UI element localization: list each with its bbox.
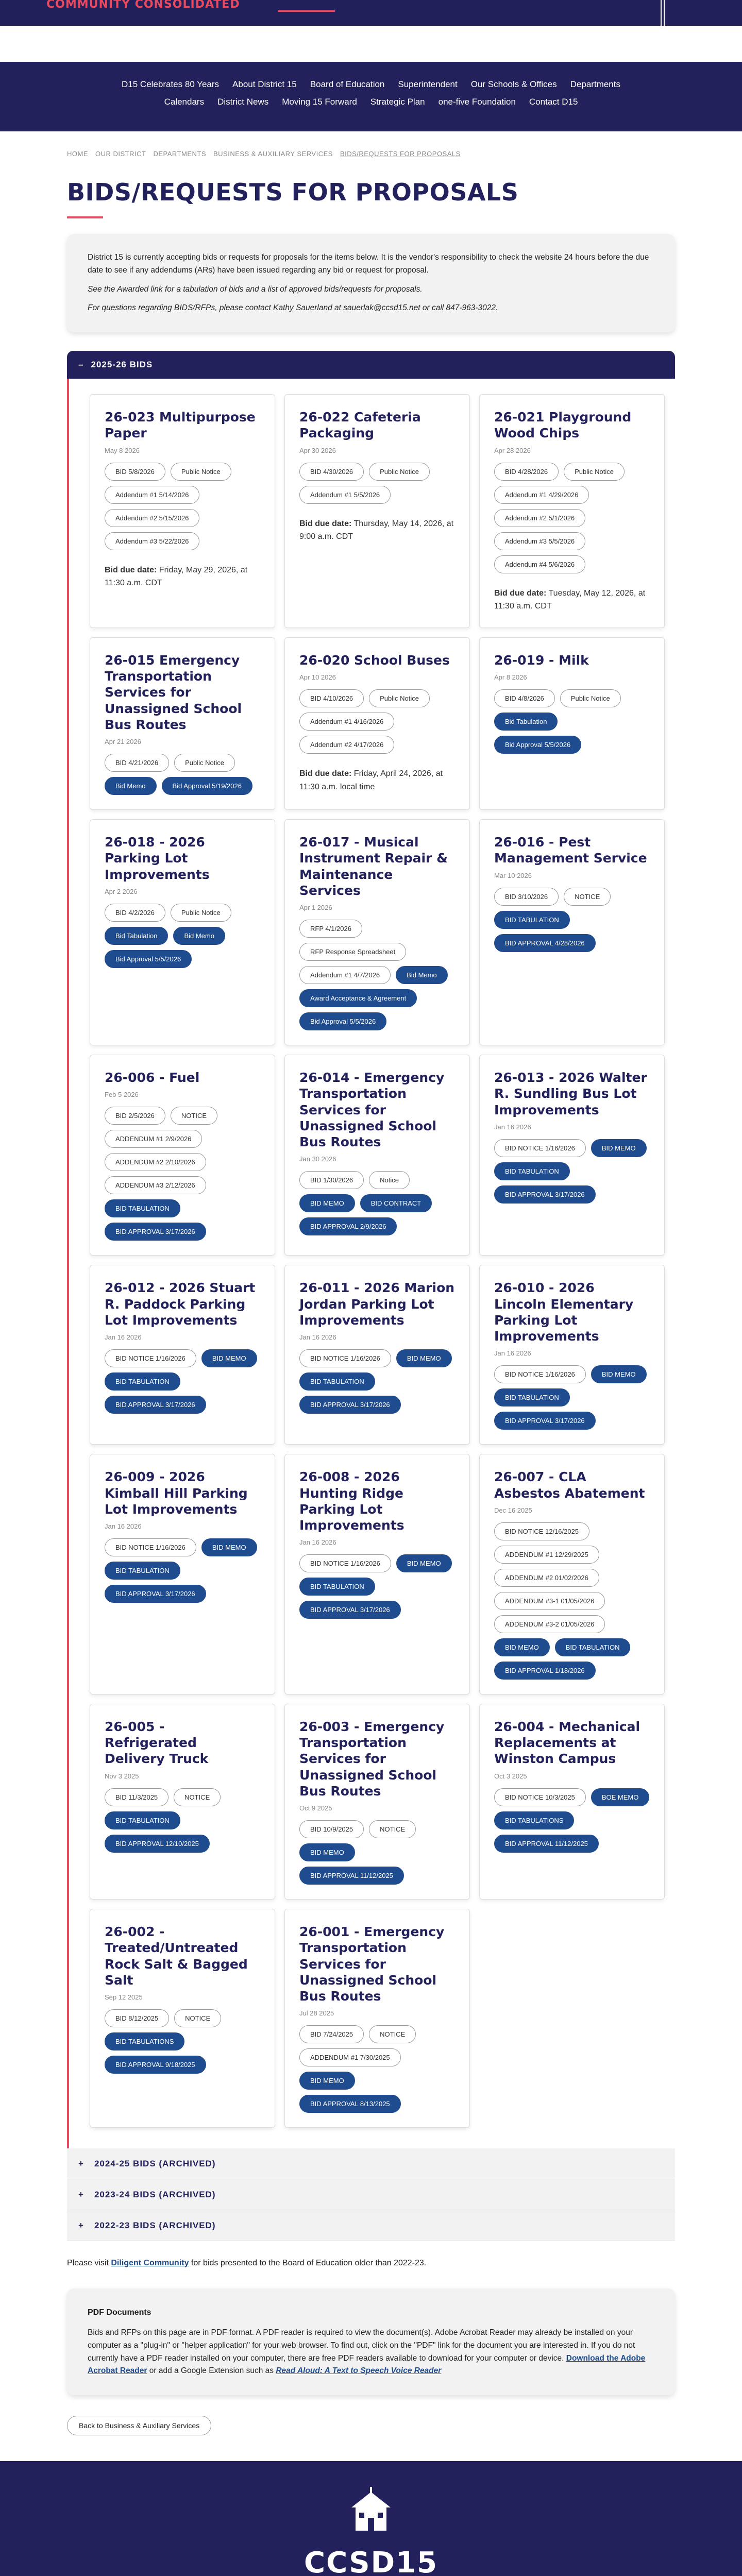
accordion-body <box>67 379 675 2148</box>
bid-document-button[interactable]: Addendum #2 5/1/2026 <box>494 509 585 527</box>
bid-title: 26-003 - Emergency Transportation Services for Unassigned School Bus Routes <box>299 1719 445 1799</box>
bid-title: 26-006 - Fuel <box>105 1070 200 1086</box>
bid-title: 26-021 Playground Wood Chips <box>494 410 632 441</box>
bid-document-button[interactable]: Bid Tabulation <box>494 713 558 731</box>
nav-link[interactable]: About District 15 <box>232 79 297 89</box>
bid-date: Mar 10 2026 <box>494 871 532 879</box>
bid-document-button[interactable]: BID MEMO <box>494 1638 550 1656</box>
bid-title: 26-004 - Mechanical Replacements at Winston Campus <box>494 1719 640 1767</box>
bid-document-button[interactable]: BID APPROVAL 2/9/2026 <box>299 1217 397 1235</box>
bid-date: Jan 16 2026 <box>494 1123 531 1131</box>
accordion-header-archived[interactable] <box>67 2179 675 2210</box>
breadcrumb-item[interactable]: OUR DISTRICT <box>95 150 146 158</box>
bid-document-button[interactable]: BID MEMO <box>591 1365 647 1383</box>
accordion-label: 2022-23 BIDS (ARCHIVED) <box>94 2220 216 2230</box>
bid-document-button[interactable]: BID TABULATION <box>494 1162 570 1180</box>
bid-document-button[interactable]: ADDENDUM #3-1 01/05/2026 <box>494 1592 605 1610</box>
bid-document-button[interactable]: BID MEMO <box>299 1843 355 1861</box>
bid-document-button[interactable]: BID NOTICE 10/3/2025 <box>494 1788 586 1806</box>
bid-card <box>479 1704 665 1900</box>
bid-title: 26-008 - 2026 Hunting Ridge Parking Lot Improvements <box>299 1469 404 1533</box>
bid-document-button[interactable]: BID TABULATION <box>299 1372 375 1391</box>
bid-button-group <box>299 1820 455 1885</box>
bid-document-button[interactable]: Public Notice <box>174 754 235 772</box>
bid-date: Apr 21 2026 <box>105 738 141 746</box>
bid-date: Apr 1 2026 <box>299 904 332 912</box>
due-date-label: Bid due date: <box>299 519 352 528</box>
bid-card <box>284 1909 470 2128</box>
bid-document-button[interactable]: Addendum #1 4/16/2026 <box>299 713 394 731</box>
bid-document-button[interactable]: BID MEMO <box>299 1194 355 1212</box>
bid-document-button[interactable]: Public Notice <box>171 463 231 481</box>
bid-due-date <box>494 587 650 613</box>
bid-title: 26-022 Cafeteria Packaging <box>299 410 421 441</box>
bid-document-button[interactable]: BID NOTICE 1/16/2026 <box>299 1554 391 1572</box>
intro-paragraph: See the Awarded link for a tabulation of bids and a list of approved bids/requests for proposals. <box>88 284 423 294</box>
bid-document-button[interactable]: BID APPROVAL 3/17/2026 <box>105 1585 206 1603</box>
bid-button-group <box>494 888 650 952</box>
bid-document-button[interactable]: BID MEMO <box>201 1538 257 1556</box>
expand-icon: + <box>78 2189 84 2199</box>
nav-link[interactable]: Calendars <box>164 97 205 107</box>
bid-document-button[interactable]: RFP 4/1/2026 <box>299 920 362 938</box>
bid-document-button[interactable]: BID 4/21/2026 <box>105 754 169 772</box>
bid-card <box>90 1055 275 1256</box>
bid-button-group <box>105 1107 260 1241</box>
bid-document-button[interactable]: BID NOTICE 1/16/2026 <box>494 1365 586 1383</box>
bid-card <box>90 1704 275 1900</box>
header-divider <box>664 0 665 26</box>
bid-button-group <box>299 1349 455 1414</box>
bid-document-button[interactable]: BID 4/8/2026 <box>494 689 555 707</box>
breadcrumb-item[interactable]: BUSINESS & AUXILIARY SERVICES <box>213 150 333 158</box>
bid-title: 26-002 - Treated/Untreated Rock Salt & Bagged Salt <box>105 1924 248 1988</box>
bid-date: Jan 16 2026 <box>494 1349 531 1358</box>
diligent-note: Please visit Diligent Community for bids presented to the Board of Education older than 2022-23. <box>67 2259 427 2268</box>
bid-document-button[interactable]: BID 11/3/2025 <box>105 1788 168 1806</box>
bid-card <box>284 1055 470 1256</box>
bid-date: Sep 12 2025 <box>105 1993 143 2002</box>
bid-document-button[interactable]: Public Notice <box>369 689 430 707</box>
bid-date: Jan 16 2026 <box>299 1538 336 1547</box>
bid-card <box>90 819 275 1045</box>
bid-button-group <box>494 1788 650 1853</box>
breadcrumb-item[interactable]: HOME <box>67 150 88 158</box>
bid-document-button[interactable]: Public Notice <box>369 463 430 481</box>
bid-card <box>90 1909 275 2128</box>
bid-button-group <box>494 1365 650 1430</box>
bid-title: 26-007 - CLA Asbestos Abatement <box>494 1469 645 1501</box>
bid-document-button[interactable]: BID APPROVAL 11/12/2025 <box>299 1867 404 1885</box>
bid-document-button[interactable]: BID TABULATION <box>105 1199 180 1217</box>
bid-due-date <box>105 564 260 590</box>
bid-document-button[interactable]: ADDENDUM #2 2/10/2026 <box>105 1153 206 1171</box>
bid-document-button[interactable]: BID NOTICE 1/16/2026 <box>494 1139 586 1157</box>
back-button[interactable]: Back to Business & Auxiliary Services <box>67 2416 211 2435</box>
bid-document-button[interactable]: Addendum #4 5/6/2026 <box>494 555 585 573</box>
bid-document-button[interactable]: Notice <box>369 1171 410 1189</box>
bid-document-button[interactable]: BID MEMO <box>201 1349 257 1367</box>
page-title: BIDS/REQUESTS FOR PROPOSALS <box>67 178 519 206</box>
intro-paragraph: District 15 is currently accepting bids or requests for proposals for the items below. It is the vendor's responsibility to check the website 24 hours before the due date to see if any addendums (ARs) have been issued regarding any bid or request for proposal. <box>88 253 649 275</box>
bid-document-button[interactable]: BID TABULATION <box>105 1562 180 1580</box>
bid-button-group <box>494 463 650 573</box>
pdf-text: Bids and RFPs on this page are in PDF format. A PDF reader is required to view the document(s). Adobe Acrobat Reader may already be installed on your computer as a "plug-in" or "helper application" for your web browser. To find out, click on the "PDF" link for the document you are interested in. If you do not currently have a PDF reader installed on your computer, there are free PDF readers available to download for your computer or device. Download the Adobe Acrobat Reader or add a Google Extension such as Read Aloud: A Text to Speech Voice Reader <box>88 2328 646 2376</box>
bid-document-button[interactable]: Addendum #3 5/22/2026 <box>105 532 199 550</box>
read-aloud-link[interactable]: Read Aloud: A Text to Speech Voice Reader <box>276 2366 442 2376</box>
bid-title: 26-020 School Buses <box>299 652 450 668</box>
bid-card <box>284 637 470 810</box>
bid-date: Nov 3 2025 <box>105 1772 139 1780</box>
bid-card <box>479 819 665 1045</box>
bid-document-button[interactable]: BID 5/8/2026 <box>105 463 165 481</box>
bid-title: 26-012 - 2026 Stuart R. Paddock Parking Lot Improvements <box>105 1280 256 1328</box>
bid-title: 26-011 - 2026 Marion Jordan Parking Lot Improvements <box>299 1280 455 1328</box>
bid-document-button[interactable]: BID 7/24/2025 <box>299 2025 364 2043</box>
bid-card <box>479 394 665 628</box>
bid-date: Oct 3 2025 <box>494 1772 527 1780</box>
bid-document-button[interactable]: BID TABULATION <box>299 1578 375 1596</box>
bid-document-button[interactable]: BID MEMO <box>299 2072 355 2090</box>
bid-title: 26-017 - Musical Instrument Repair & Maintenance Services <box>299 835 448 898</box>
bid-card <box>90 1454 275 1694</box>
nav-link[interactable]: Departments <box>570 79 620 89</box>
bid-title: 26-001 - Emergency Transportation Services for Unassigned School Bus Routes <box>299 1924 445 2004</box>
bid-due-date <box>299 767 455 793</box>
due-date-value: Tuesday, May 12, 2026, at 11:30 a.m. CDT <box>494 588 646 611</box>
bid-title: 26-015 Emergency Transportation Services for Unassigned School Bus Routes <box>105 652 242 732</box>
bid-document-button[interactable]: BID MEMO <box>396 1554 452 1572</box>
bid-document-button[interactable]: BID 4/28/2026 <box>494 463 559 481</box>
bid-document-button[interactable]: BID TABULATION <box>494 911 570 929</box>
breadcrumb <box>0 131 742 158</box>
bid-document-button[interactable]: NOTICE <box>171 1107 217 1125</box>
bid-document-button[interactable]: Bid Memo <box>173 927 225 945</box>
bid-date: Feb 5 2026 <box>105 1091 139 1099</box>
bid-document-button[interactable]: Bid Memo <box>396 966 448 984</box>
bid-document-button[interactable]: Addendum #1 5/5/2026 <box>299 486 391 504</box>
bid-document-button[interactable]: ADDENDUM #1 2/9/2026 <box>105 1130 202 1148</box>
bid-document-button[interactable]: BID TABULATION <box>105 1372 180 1391</box>
bid-document-button[interactable]: Bid Approval 5/5/2026 <box>494 736 581 754</box>
bid-button-group <box>105 1349 260 1414</box>
bid-card-grid <box>90 394 665 2128</box>
bid-document-button[interactable]: Addendum #2 4/17/2026 <box>299 736 394 754</box>
bid-date: Jan 16 2026 <box>299 1333 336 1342</box>
bid-button-group <box>105 2009 260 2074</box>
bid-document-button[interactable]: ADDENDUM #1 12/29/2025 <box>494 1546 599 1564</box>
bid-document-button[interactable]: Bid Memo <box>105 777 157 795</box>
bid-document-button[interactable]: BID 4/2/2026 <box>105 904 165 922</box>
bid-date: Apr 28 2026 <box>494 446 531 454</box>
site-footer <box>0 2461 742 2576</box>
bid-button-group <box>105 1538 260 1603</box>
bid-button-group <box>299 463 455 504</box>
bid-date: Apr 8 2026 <box>494 673 527 682</box>
nav-link[interactable]: D15 Celebrates 80 Years <box>122 79 220 89</box>
nav-link[interactable]: Board of Education <box>310 79 385 89</box>
pdf-info-box <box>67 2289 675 2395</box>
bid-document-button[interactable]: BID TABULATION <box>494 1388 570 1406</box>
bid-document-button[interactable]: RFP Response Spreadsheet <box>299 943 406 961</box>
bid-document-button[interactable]: BID 3/10/2026 <box>494 888 559 906</box>
bid-document-button[interactable]: BID NOTICE 1/16/2026 <box>299 1349 391 1367</box>
bid-document-button[interactable]: NOTICE <box>564 888 611 906</box>
bid-document-button[interactable]: Public Notice <box>564 463 625 481</box>
bid-document-button[interactable]: BID 2/5/2026 <box>105 1107 165 1125</box>
nav-link[interactable]: one-five Foundation <box>438 97 516 107</box>
bid-document-button[interactable]: Addendum #1 4/29/2026 <box>494 486 589 504</box>
bid-document-button[interactable]: BID NOTICE 1/16/2026 <box>105 1538 196 1556</box>
bid-document-button[interactable]: BID APPROVAL 3/17/2026 <box>494 1185 596 1204</box>
bid-button-group <box>299 1171 455 1235</box>
archived-accordions <box>67 2148 675 2241</box>
bid-date: Jan 30 2026 <box>299 1155 336 1163</box>
bid-date: Jan 16 2026 <box>105 1522 142 1531</box>
bid-card <box>479 1265 665 1445</box>
bid-title: 26-016 - Pest Management Service <box>494 835 647 866</box>
bid-card <box>479 637 665 810</box>
nav-link[interactable]: Superintendent <box>398 79 458 89</box>
accordion-header-archived[interactable] <box>67 2148 675 2179</box>
bid-card <box>284 1704 470 1900</box>
diligent-community-link[interactable]: Diligent Community <box>111 2259 189 2268</box>
expand-icon: + <box>78 2220 84 2230</box>
accordion-header-2025-26[interactable] <box>67 351 675 379</box>
due-date-value: Friday, April 24, 2026, at 11:30 a.m. local time <box>299 769 443 791</box>
bid-title: 26-005 - Refrigerated Delivery Truck <box>105 1719 209 1767</box>
bid-document-button[interactable]: BID APPROVAL 3/17/2026 <box>299 1396 401 1414</box>
bid-due-date <box>299 517 455 544</box>
bid-date: Oct 9 2025 <box>299 1804 332 1812</box>
bid-document-button[interactable]: BID APPROVAL 3/17/2026 <box>105 1396 206 1414</box>
bid-date: Jul 28 2025 <box>299 2009 334 2018</box>
bid-button-group <box>494 1522 650 1680</box>
bid-document-button[interactable]: Bid Tabulation <box>105 927 168 945</box>
bid-card <box>90 394 275 628</box>
due-date-label: Bid due date: <box>299 769 352 778</box>
bid-document-button[interactable]: BID MEMO <box>396 1349 452 1367</box>
bid-document-button[interactable]: BID APPROVAL 9/18/2025 <box>105 2056 206 2074</box>
bid-document-button[interactable]: BID CONTRACT <box>360 1194 432 1212</box>
bid-title: 26-014 - Emergency Transportation Services for Unassigned School Bus Routes <box>299 1070 445 1150</box>
breadcrumb-item[interactable]: BIDS/REQUESTS FOR PROPOSALS <box>340 150 461 158</box>
bid-document-button[interactable]: Bid Approval 5/5/2026 <box>299 1012 386 1030</box>
bid-button-group <box>299 2025 455 2113</box>
footer-logo[interactable]: CCSD15 <box>304 2546 438 2576</box>
bid-document-button[interactable]: BID TABULATION <box>105 1811 180 1829</box>
bid-card <box>90 1265 275 1445</box>
bid-title: 26-013 - 2026 Walter R. Sundling Bus Lot Improvements <box>494 1070 647 1117</box>
bid-document-button[interactable]: BID APPROVAL 3/17/2026 <box>105 1223 206 1241</box>
brand-title[interactable]: COMMUNITY CONSOLIDATED <box>46 0 240 11</box>
bid-document-button[interactable]: BID APPROVAL 3/17/2026 <box>494 1412 596 1430</box>
nav-row-2 <box>0 97 742 107</box>
bid-document-button[interactable]: BID NOTICE 1/16/2026 <box>105 1349 196 1367</box>
nav-link[interactable]: District News <box>217 97 269 107</box>
bid-document-button[interactable]: Addendum #2 5/15/2026 <box>105 509 199 527</box>
bid-card <box>284 1454 470 1694</box>
bid-title: 26-010 - 2026 Lincoln Elementary Parking Lot Improvements <box>494 1280 634 1344</box>
bid-card <box>479 1454 665 1694</box>
bid-date: Dec 16 2025 <box>494 1506 532 1514</box>
bids-accordion <box>67 351 675 2241</box>
bid-document-button[interactable]: BID NOTICE 12/16/2025 <box>494 1522 589 1540</box>
accordion-label: 2023-24 BIDS (ARCHIVED) <box>94 2189 216 2199</box>
due-date-label: Bid due date: <box>105 565 157 574</box>
bid-title: 26-023 Multipurpose Paper <box>105 410 256 441</box>
bid-document-button[interactable]: Addendum #1 5/14/2026 <box>105 486 199 504</box>
bid-document-button[interactable]: BID APPROVAL 1/18/2026 <box>494 1662 596 1680</box>
bid-document-button[interactable]: BID 4/30/2026 <box>299 463 364 481</box>
bid-document-button[interactable]: BID MEMO <box>591 1139 647 1157</box>
nav-link[interactable]: Contact D15 <box>529 97 578 107</box>
bid-button-group <box>299 1554 455 1619</box>
bid-document-button[interactable]: NOTICE <box>174 1788 221 1806</box>
bid-document-button[interactable]: BID 8/12/2025 <box>105 2009 169 2027</box>
bid-title: 26-019 - Milk <box>494 652 589 668</box>
due-date-value: Friday, May 29, 2026, at 11:30 a.m. CDT <box>105 565 248 588</box>
bid-document-button[interactable]: Public Notice <box>171 904 231 922</box>
bid-document-button[interactable]: ADDENDUM #3-2 01/05/2026 <box>494 1615 605 1633</box>
bid-date: May 8 2026 <box>105 446 140 454</box>
bid-document-button[interactable]: ADDENDUM #1 7/30/2025 <box>299 2048 401 2066</box>
due-date-value: Thursday, May 14, 2026, at 9:00 a.m. CDT <box>299 519 454 541</box>
bid-card <box>284 819 470 1045</box>
nav-link[interactable]: Strategic Plan <box>370 97 425 107</box>
top-header <box>0 0 742 26</box>
nav-link[interactable]: Moving 15 Forward <box>282 97 357 107</box>
breadcrumb-item[interactable]: DEPARTMENTS <box>153 150 206 158</box>
bid-date: Apr 30 2026 <box>299 446 336 454</box>
bid-card <box>479 1055 665 1256</box>
bid-document-button[interactable]: BOE MEMO <box>591 1788 650 1806</box>
accordion-header-archived[interactable] <box>67 2210 675 2241</box>
bid-button-group <box>299 920 455 1030</box>
bid-document-button[interactable]: BID TABULATIONS <box>105 2032 184 2050</box>
bid-button-group <box>494 1139 650 1204</box>
bid-document-button[interactable]: ADDENDUM #2 01/02/2026 <box>494 1569 599 1587</box>
bid-button-group <box>494 689 650 754</box>
bid-document-button[interactable]: BID TABULATIONS <box>494 1811 574 1829</box>
bid-button-group <box>105 1788 260 1853</box>
bid-document-button[interactable]: Bid Approval 5/5/2026 <box>105 950 192 968</box>
bid-document-button[interactable]: BID APPROVAL 3/17/2026 <box>299 1601 401 1619</box>
bid-document-button[interactable]: BID APPROVAL 8/13/2025 <box>299 2095 401 2113</box>
bid-button-group <box>105 754 260 795</box>
school-icon <box>345 2487 397 2538</box>
bid-date: Apr 10 2026 <box>299 673 336 682</box>
expand-icon: + <box>78 2158 84 2168</box>
bid-document-button[interactable]: BID APPROVAL 11/12/2025 <box>494 1835 599 1853</box>
accordion-label: 2025-26 BIDS <box>91 360 153 370</box>
collapse-icon: – <box>78 360 84 370</box>
bid-date: Apr 2 2026 <box>105 887 138 895</box>
bid-document-button[interactable]: BID 4/10/2026 <box>299 689 364 707</box>
bid-button-group <box>299 689 455 754</box>
bid-button-group <box>105 904 260 968</box>
title-accent-bar <box>67 216 103 218</box>
bid-document-button[interactable]: Addendum #3 5/5/2026 <box>494 532 585 550</box>
header-divider <box>661 0 662 26</box>
bid-document-button[interactable]: BID APPROVAL 4/28/2026 <box>494 934 596 952</box>
bid-title: 26-009 - 2026 Kimball Hill Parking Lot Improvements <box>105 1469 248 1517</box>
bid-document-button[interactable]: Bid Approval 5/19/2026 <box>162 777 252 795</box>
bid-document-button[interactable]: NOTICE <box>369 1820 416 1838</box>
bid-document-button[interactable]: ADDENDUM #3 2/12/2026 <box>105 1176 206 1194</box>
bid-card <box>90 637 275 810</box>
bid-document-button[interactable]: BID 1/30/2026 <box>299 1171 364 1189</box>
bid-document-button[interactable]: Award Acceptance & Agreement <box>299 989 417 1007</box>
pdf-heading: PDF Documents <box>88 2308 151 2317</box>
bid-document-button[interactable]: BID 10/9/2025 <box>299 1820 364 1838</box>
bid-button-group <box>105 463 260 550</box>
main-nav <box>0 62 742 131</box>
bid-document-button[interactable]: BID TABULATION <box>555 1638 631 1656</box>
bid-date: Jan 16 2026 <box>105 1333 142 1342</box>
bid-card <box>284 1265 470 1445</box>
intro-box <box>67 234 675 332</box>
accordion-label: 2024-25 BIDS (ARCHIVED) <box>94 2158 216 2168</box>
adobe-download-link[interactable]: Download the Adobe Acrobat Reader <box>88 2353 646 2376</box>
nav-row-1 <box>0 79 742 90</box>
intro-paragraph: For questions regarding BIDS/RFPs, please contact Kathy Sauerland at sauerlak@ccsd15.net or call 847-963-3022. <box>88 303 498 313</box>
bid-document-button[interactable]: Addendum #1 4/7/2026 <box>299 966 391 984</box>
bid-document-button[interactable]: Public Notice <box>560 689 621 707</box>
due-date-label: Bid due date: <box>494 588 547 598</box>
bid-title: 26-018 - 2026 Parking Lot Improvements <box>105 835 210 882</box>
bid-document-button[interactable]: BID APPROVAL 12/10/2025 <box>105 1835 210 1853</box>
bid-document-button[interactable]: NOTICE <box>369 2025 416 2043</box>
brand-accent-line <box>278 10 335 12</box>
nav-link[interactable]: Our Schools & Offices <box>470 79 557 89</box>
bid-document-button[interactable]: NOTICE <box>174 2009 221 2027</box>
bid-card <box>284 394 470 628</box>
